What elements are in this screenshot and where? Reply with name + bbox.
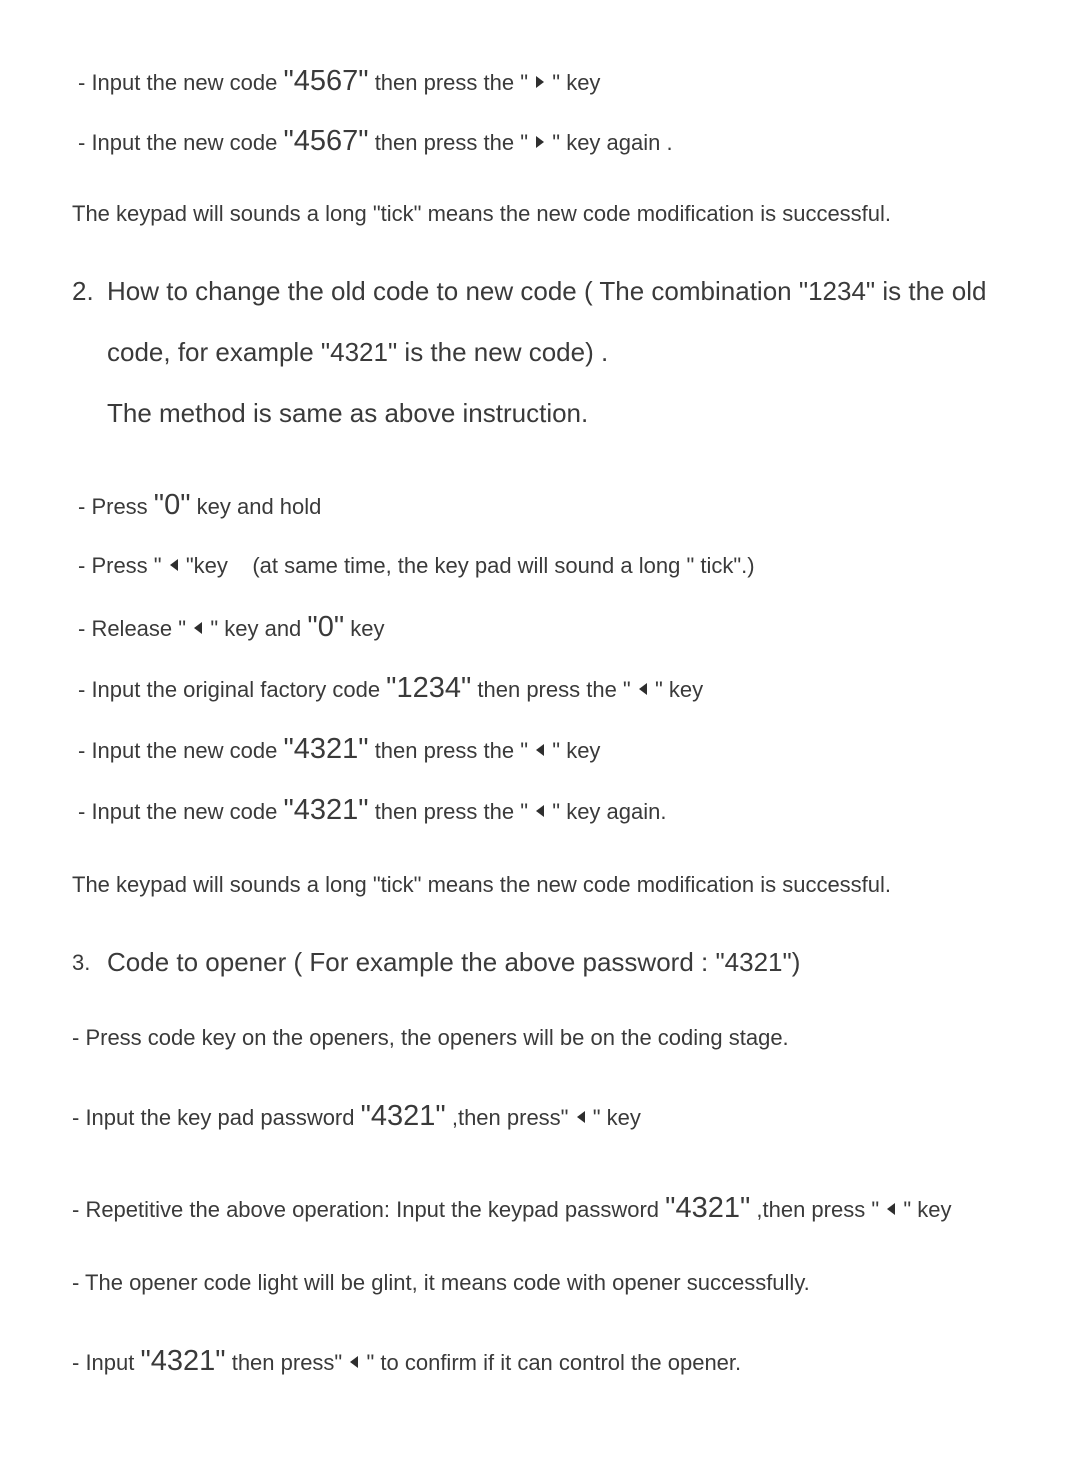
step-text: ,then press " xyxy=(750,1197,886,1222)
step-text: - Input the new code xyxy=(78,70,284,95)
step-text: then press the " xyxy=(471,677,637,702)
left-arrow-key-icon xyxy=(536,805,544,817)
step-text: "key (at same time, the key pad will sound a long " tick".) xyxy=(179,553,755,578)
code-value: "4321" xyxy=(283,733,369,765)
section-3-number: 3. xyxy=(72,950,91,975)
step-text: " key again. xyxy=(546,799,667,824)
section-2-heading-line-2: code, for example "4321" is the new code) . xyxy=(107,337,609,367)
step-text: " key xyxy=(586,1105,641,1130)
left-arrow-key-icon xyxy=(577,1111,585,1123)
step-text: " key again . xyxy=(546,130,673,155)
step-release-keys xyxy=(78,612,384,644)
step-press-0-hold xyxy=(78,490,321,522)
code-value: "1234" xyxy=(386,672,472,704)
step-text: - Input the new code xyxy=(78,799,284,824)
step-text: then press the " xyxy=(368,70,535,95)
left-arrow-key-icon xyxy=(536,744,544,756)
step-text: " key xyxy=(546,738,601,763)
left-arrow-key-icon xyxy=(639,683,647,695)
step-text: " key xyxy=(546,70,601,95)
step-text: " key xyxy=(897,1197,952,1222)
step-confirm-control xyxy=(72,1346,741,1378)
left-arrow-key-icon xyxy=(350,1356,358,1368)
step-text: " key xyxy=(648,677,704,702)
step-text: - Release " xyxy=(78,616,193,641)
step-text: then press" xyxy=(225,1350,349,1375)
code-value: "4321" xyxy=(665,1192,751,1224)
left-arrow-key-icon xyxy=(194,622,202,634)
step-press-code-key: - Press code key on the openers, the openers will be on the coding stage. xyxy=(72,1025,789,1050)
step-input-new-code-4567 xyxy=(78,66,600,98)
step-press-left-key xyxy=(78,551,755,581)
step-text: " key and xyxy=(204,616,308,641)
section-2-heading-line-3: The method is same as above instruction. xyxy=(107,398,589,428)
step-text: - Input xyxy=(72,1350,141,1375)
step-text: then press the " xyxy=(368,130,535,155)
step-text: ,then press" xyxy=(445,1105,575,1130)
code-value: "0" xyxy=(153,489,191,521)
step-input-new-code-4321 xyxy=(78,734,600,766)
step-text: - Input the original factory code xyxy=(78,677,387,702)
step-input-factory-code xyxy=(78,673,703,705)
success-message-2: The keypad will sounds a long "tick" means the new code modification is successful. xyxy=(72,872,892,897)
success-message-1: The keypad will sounds a long "tick" means the new code modification is successful. xyxy=(72,201,892,226)
code-value: "4567" xyxy=(283,65,369,97)
step-text: - Press " xyxy=(78,553,168,578)
step-text: - Input the new code xyxy=(78,130,284,155)
step-input-new-code-4321-again xyxy=(78,795,666,827)
code-value: "0" xyxy=(307,611,345,643)
right-arrow-key-icon xyxy=(536,136,544,148)
step-text: - Input the key pad password xyxy=(72,1105,361,1130)
step-repeat-operation xyxy=(72,1193,952,1225)
step-input-new-code-4567-again xyxy=(78,126,673,158)
section-3-heading: Code to opener ( For example the above password : "4321") xyxy=(107,947,801,977)
step-text: - Input the new code xyxy=(78,738,284,763)
code-value: "4567" xyxy=(283,125,369,157)
step-text: then press the " xyxy=(368,799,535,824)
step-text: - Press xyxy=(78,494,154,519)
right-arrow-key-icon xyxy=(536,76,544,88)
section-2-number: 2. xyxy=(72,276,94,306)
step-text: then press the " xyxy=(368,738,535,763)
section-2-heading-line-1: How to change the old code to new code ( The combination "1234" is the old xyxy=(107,276,987,306)
step-text: - Repetitive the above operation: Input the keypad password xyxy=(72,1197,666,1222)
code-value: "4321" xyxy=(360,1100,446,1132)
code-value: "4321" xyxy=(140,1345,226,1377)
code-value: "4321" xyxy=(283,794,369,826)
step-opener-light-glint: - The opener code light will be glint, it means code with opener successfully. xyxy=(72,1270,810,1295)
left-arrow-key-icon xyxy=(887,1203,895,1215)
step-text: key and hold xyxy=(190,494,322,519)
step-text: " to confirm if it can control the opener. xyxy=(360,1350,742,1375)
step-input-keypad-password xyxy=(72,1101,641,1133)
step-text: key xyxy=(344,616,385,641)
left-arrow-key-icon xyxy=(170,559,178,571)
